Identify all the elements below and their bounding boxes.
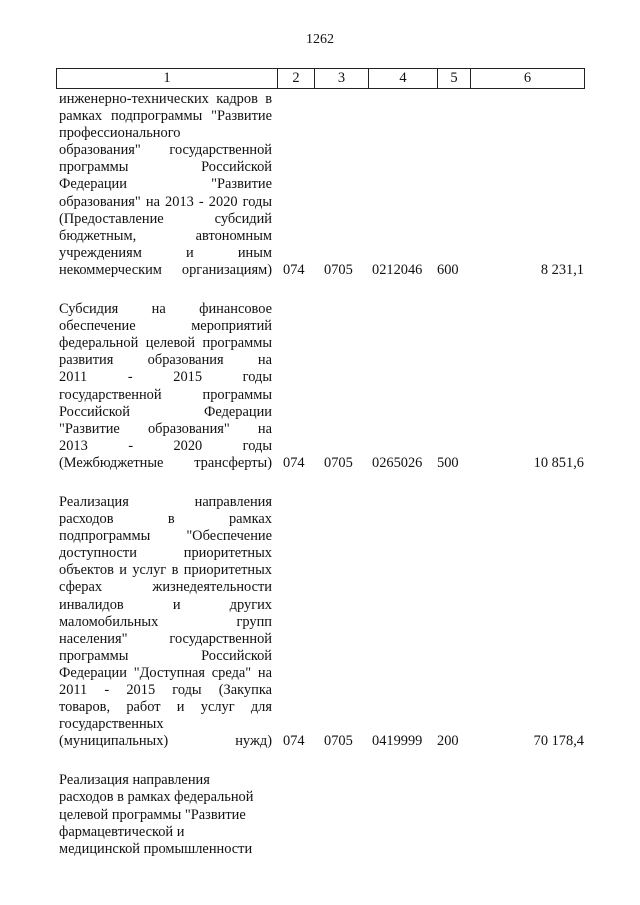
column-header: 4 (368, 69, 437, 88)
table-header (56, 68, 585, 89)
table-row (0, 301, 640, 472)
target-article-code: 0212046 (372, 261, 423, 278)
target-article-code: 0265026 (372, 454, 423, 471)
target-article-code: 0419999 (372, 733, 423, 750)
page-number: 1262 (306, 32, 334, 47)
table-row (0, 494, 640, 750)
amount: 8 231,1 (540, 261, 584, 278)
row-description: Реализация направления расходов в рамках подпрограммы "Обеспечение доступности приоритетных объектов и услуг в приоритетных сферах жизнедеятельности инвалидов и других маломобильных групп населения" государственной программы Российской Федерации "Доступная среда" на 2011 - 2015 годы (Закупка товаров, работ и услуг для государственных (муниципальных) нужд) (59, 493, 272, 750)
ministry-code: 074 (283, 261, 305, 278)
ministry-code: 074 (283, 454, 305, 471)
row-description: инженерно-технических кадров в рамках подпрограммы "Развитие профессионального образования" государственной программы Российской Федерации "Развитие образования" на 2013 - 2020 годы (Предоставление субсидий бюджетным, автономным учреждениям и иным некоммерческим организациям) (59, 91, 272, 278)
section-code: 0705 (324, 733, 353, 750)
amount: 70 178,4 (533, 733, 584, 750)
column-header: 1 (163, 70, 171, 86)
expense-type-code: 600 (437, 261, 459, 278)
section-code: 0705 (324, 261, 353, 278)
row-description: Реализация направления расходов в рамках федеральной целевой программы "Развитие фармацевтической и медицинской промышленности (59, 772, 254, 857)
table-row (0, 772, 640, 857)
column-header: 3 (314, 69, 368, 88)
amount: 10 851,6 (533, 454, 584, 471)
column-header: 6 (470, 69, 584, 88)
expense-type-code: 500 (437, 454, 459, 471)
table-body (0, 91, 640, 880)
row-description: Субсидия на финансовое обеспечение мероприятий федеральной целевой программы развития образования на 2011 - 2015 годы государственной программы Российской Федерации "Развитие образования" на 2013 - 2020 годы (Межбюджетные трансферты) (59, 301, 272, 471)
section-code: 0705 (324, 454, 353, 471)
expense-type-code: 200 (437, 733, 459, 750)
column-header: 5 (437, 69, 470, 88)
table-row (0, 91, 640, 279)
ministry-code: 074 (283, 733, 305, 750)
column-header: 2 (277, 69, 314, 88)
